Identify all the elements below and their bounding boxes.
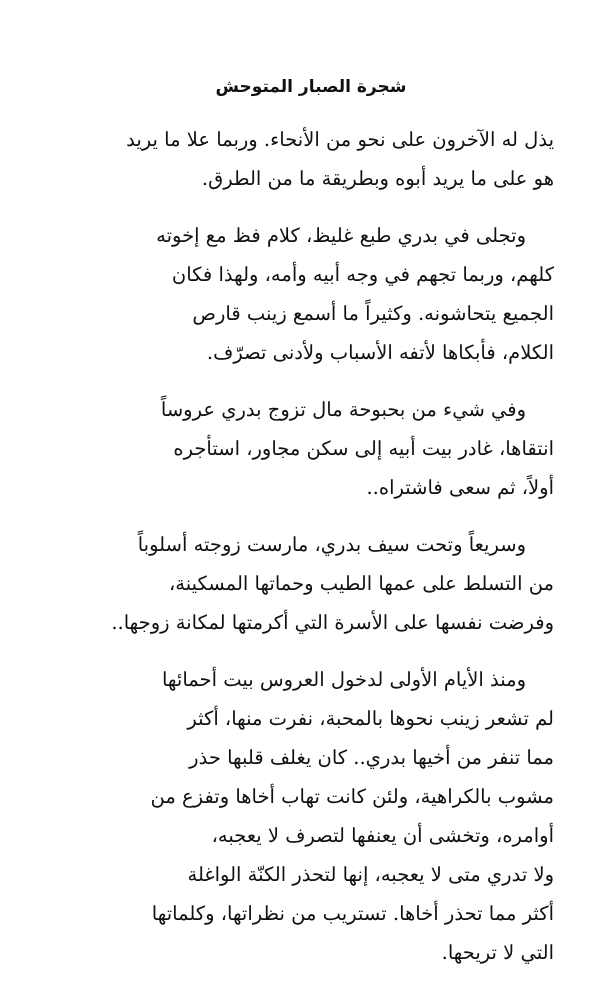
paragraph-1 [78,120,554,198]
text-line: وفي شيء من بحبوحة مال تزوج بدري عروساً [160,398,526,421]
text-line: ولا تدري متى لا يعجبه، إنها لتحذر الكنّة الواغلة [187,863,554,886]
text-line: وتجلى في بدري طبع غليظ، كلام فظ مع إخوته [156,224,526,247]
paragraph-5 [78,660,554,972]
text-line: الكلام، فأبكاها لأتفه الأسباب ولأدنى تصرّف. [206,341,554,364]
paragraph-2 [78,216,554,372]
paragraph-4 [78,525,554,642]
text-line: التي لا تريحها. [441,941,554,964]
text-line: من التسلط على عمها الطيب وحماتها المسكينة، [168,572,554,595]
text-line: مما تنفر من أخيها بدري.. كان يغلف قلبها حذر [189,746,554,769]
text-line: لم تشعر زينب نحوها بالمحبة، نفرت منها، أكثر [187,707,554,730]
text-line: وفرضت نفسها على الأسرة التي أكرمتها لمكانة زوجها.. [111,611,554,634]
text-line: أولاً، ثم سعى فاشتراه.. [366,476,554,499]
text-line: وسريعاً وتحت سيف بدري، مارست زوجته أسلوباً [137,533,526,556]
text-line: أوامره، وتخشى أن يعنفها لتصرف لا يعجبه، [211,824,554,847]
page-title: شجرة الصبار المتوحش [215,77,407,97]
text-line: أكثر مما تحذر أخاها. تستريب من نظراتها، وكلماتها [151,902,554,925]
text-line: مشوب بالكراهية، ولئن كانت تهاب أخاها وتفزع من [150,785,554,808]
text-line: كلهم، وربما تجهم في وجه أبيه وأمه، ولهذا فكان [171,263,554,286]
text-line: ومنذ الأيام الأولى لدخول العروس بيت أحمائها [161,668,526,691]
text-line: هو على ما يريد أبوه وبطريقة ما من الطرق. [201,167,554,190]
text-line: الجميع يتحاشونه. وكثيراً ما أسمع زينب قارص [192,302,554,325]
text-line: يذل له الآخرون على نحو من الأنحاء. وربما علا ما يريد [126,128,554,151]
text-line: انتقاها، غادر بيت أبيه إلى سكن مجاور، استأجره [173,437,554,460]
paragraph-3 [78,390,554,507]
